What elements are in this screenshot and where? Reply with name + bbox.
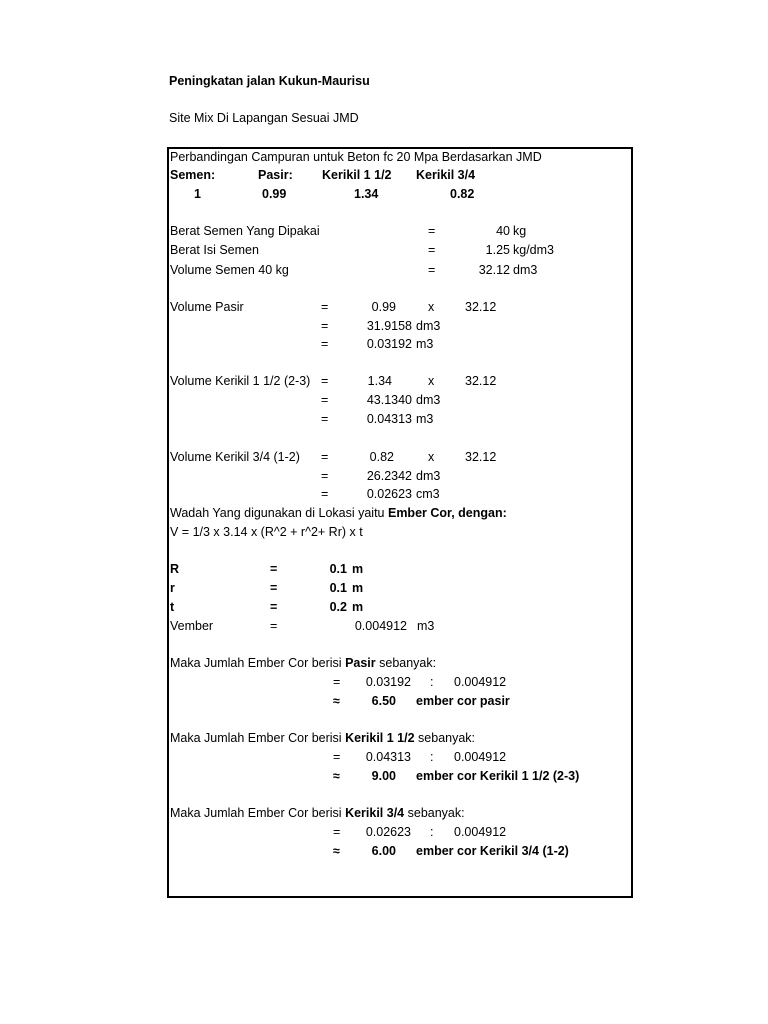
value-semen: 1 [194,187,201,201]
eq-sign: = [270,619,278,633]
page-title: Peningkatan jalan Kukun-Maurisu [169,74,370,88]
eq-sign: = [321,374,329,388]
approx-sign: ≈ [333,844,340,858]
k34-volume-cm3: 0.02623 [366,487,412,501]
berat-semen-label: Berat Semen Yang Dipakai [170,224,320,238]
page-subtitle: Site Mix Di Lapangan Sesuai JMD [169,111,359,125]
berat-semen-value: 40 [496,224,510,238]
eq-sign: = [270,562,278,576]
k34-denominator: 0.004912 [454,825,507,839]
pasir-factor: 0.99 [371,300,396,314]
result-pasir-heading [170,655,436,671]
pasir-volume-dm3: 31.9158 [366,319,412,333]
dim-R-label: R [170,562,180,576]
k34-result-text: ember cor Kerikil 3/4 (1-2) [416,844,569,858]
calculation-box [167,147,633,898]
label-kerikil-112: Kerikil 1 1/2 [322,168,392,182]
k112-multiplier: 32.12 [465,374,497,388]
k34-result: 6.00 [371,844,396,858]
k112-volume-dm3: 43.1340 [366,393,412,407]
label-kerikil-34: Kerikil 3/4 [416,168,476,182]
eq-sign: = [321,469,329,483]
k112-factor: 1.34 [367,374,392,388]
wadah-text: Wadah Yang digunakan di Lokasi yaitu [170,506,388,520]
wadah-description [170,505,507,521]
heading-material: Kerikil 3/4 [345,806,405,820]
label-pasir: Pasir: [258,168,293,182]
unit: dm3 [416,469,441,483]
volume-semen-unit: dm3 [513,263,538,277]
wadah-ember-cor: Ember Cor, dengan: [387,506,507,520]
volume-kerikil-34-label: Volume Kerikil 3/4 (1-2) [170,450,300,464]
value-kerikil-112: 1.34 [354,187,379,201]
berat-isi-label: Berat Isi Semen [170,243,259,257]
k112-numerator: 0.04313 [365,750,411,764]
eq-sign: = [321,319,329,333]
vember-unit: m3 [417,619,435,633]
unit: dm3 [416,319,441,333]
eq-sign: = [321,337,329,351]
result-k112-heading [170,730,475,746]
eq-sign: = [333,825,341,839]
dim-r-label: r [170,581,175,595]
unit: cm3 [416,487,440,501]
pasir-result: 6.50 [371,694,396,708]
multiply-sign: x [428,450,435,464]
unit: m3 [416,337,434,351]
k112-result: 9.00 [371,769,396,783]
eq-sign: = [333,750,341,764]
heading-text: Maka Jumlah Ember Cor berisi [170,731,346,745]
heading-material: Kerikil 1 1/2 [345,731,415,745]
multiply-sign: x [428,300,435,314]
dim-t-label: t [170,600,175,614]
approx-sign: ≈ [333,769,340,783]
value-kerikil-34: 0.82 [450,187,475,201]
pasir-result-text: ember cor pasir [416,694,510,708]
volume-formula: V = 1/3 x 3.14 x (R^2 + r^2+ Rr) x t [170,525,363,539]
eq-sign: = [270,581,278,595]
unit: dm3 [416,393,441,407]
k112-volume-m3: 0.04313 [366,412,412,426]
unit: m3 [416,412,434,426]
k34-numerator: 0.02623 [365,825,411,839]
berat-isi-value: 1.25 [485,243,510,257]
eq-sign: = [321,412,329,426]
volume-semen-label: Volume Semen 40 kg [170,263,289,277]
berat-isi-unit: kg/dm3 [513,243,554,257]
dim-R-value: 0.1 [329,562,347,576]
heading-material: Pasir [345,656,376,670]
heading-text: Maka Jumlah Ember Cor berisi [170,656,346,670]
pasir-numerator: 0.03192 [365,675,411,689]
eq-sign: = [428,224,436,238]
divide-sign: : [430,675,434,689]
mix-ratio-header: Perbandingan Campuran untuk Beton fc 20 Mpa Berdasarkan JMD [170,150,542,164]
approx-sign: ≈ [333,694,340,708]
label-semen: Semen: [170,168,216,182]
divide-sign: : [430,825,434,839]
vember-label: Vember [170,619,214,633]
eq-sign: = [428,243,436,257]
volume-pasir-label: Volume Pasir [170,300,244,314]
dim-r-value: 0.1 [329,581,347,595]
berat-semen-unit: kg [513,224,527,238]
heading-text: sebanyak: [404,806,465,820]
dim-t-unit: m [352,600,364,614]
volume-kerikil-112-label: Volume Kerikil 1 1/2 (2-3) [170,374,311,388]
vember-value: 0.004912 [354,619,407,633]
eq-sign: = [321,393,329,407]
k34-volume-dm3: 26.2342 [366,469,412,483]
pasir-multiplier: 32.12 [465,300,497,314]
heading-text: sebanyak: [414,731,476,745]
divide-sign: : [430,750,434,764]
eq-sign: = [270,600,278,614]
pasir-denominator: 0.004912 [454,675,507,689]
eq-sign: = [321,450,329,464]
k34-factor: 0.82 [369,450,394,464]
eq-sign: = [333,675,341,689]
dim-r-unit: m [352,581,364,595]
eq-sign: = [428,263,436,277]
k34-multiplier: 32.12 [465,450,497,464]
volume-semen-value: 32.12 [478,263,510,277]
value-pasir: 0.99 [262,187,287,201]
multiply-sign: x [428,374,435,388]
dim-t-value: 0.2 [329,600,347,614]
eq-sign: = [321,300,329,314]
eq-sign: = [321,487,329,501]
result-k34-heading [170,805,465,821]
dim-R-unit: m [352,562,364,576]
heading-text: sebanyak: [375,656,437,670]
pasir-volume-m3: 0.03192 [366,337,412,351]
k112-result-text: ember cor Kerikil 1 1/2 (2-3) [416,769,580,783]
heading-text: Maka Jumlah Ember Cor berisi [170,806,346,820]
k112-denominator: 0.004912 [454,750,507,764]
